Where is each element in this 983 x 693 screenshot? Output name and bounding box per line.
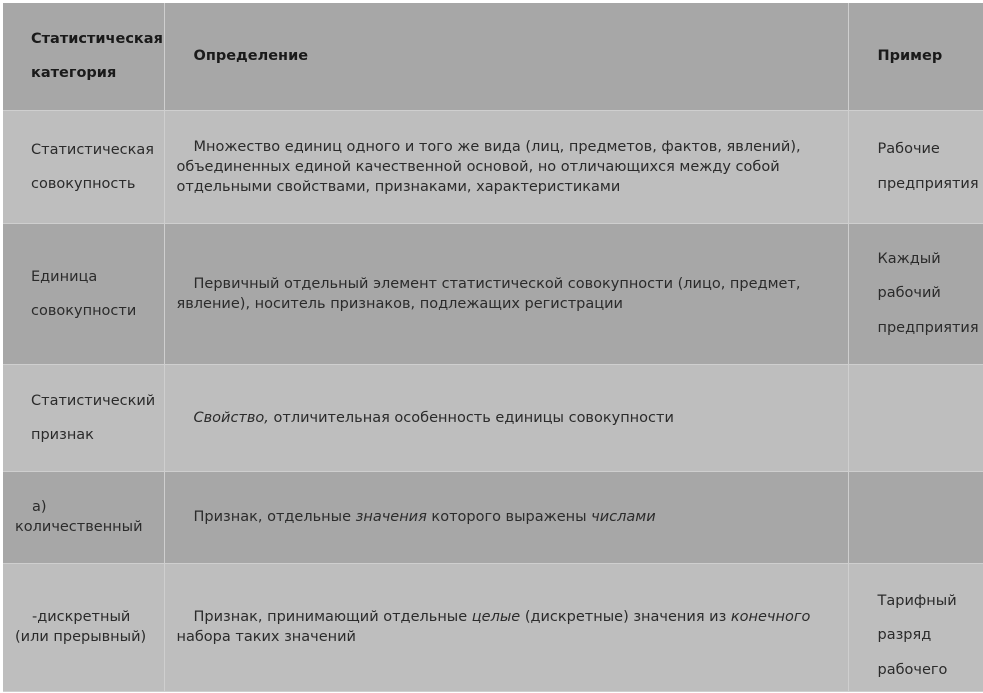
- example-cell: [848, 471, 983, 563]
- category-cell: [3, 364, 164, 471]
- definition-emphasis: значения: [355, 509, 427, 525]
- row-example: Тарифный разряд рабочего: [877, 592, 957, 678]
- definition-cell: [164, 563, 848, 691]
- row-definition: [165, 507, 848, 527]
- row-example: Каждый рабочий предприятия: [877, 250, 979, 336]
- definition-text: Множество единиц одного и того же вида (лиц, предметов, фактов, явлений), объединенных единой качественной основой, но отличающихся между собой отдельными свойствами, признаками, характеристиками: [176, 138, 801, 195]
- row-category: Статистический признак: [31, 392, 156, 443]
- example-cell: [848, 563, 983, 691]
- header-category: Статистическая категория: [31, 31, 163, 82]
- table-header-row: [3, 3, 983, 110]
- row-category: а) количественный: [15, 499, 143, 535]
- definition-text: которого выражены: [426, 509, 592, 525]
- statistics-categories-table: [3, 3, 983, 692]
- header-example-cell: [848, 3, 983, 110]
- row-category: Единица совокупности: [31, 268, 137, 319]
- row-definition: [165, 408, 848, 428]
- definition-cell: [164, 364, 848, 471]
- definition-cell: [164, 223, 848, 364]
- header-category-cell: [3, 3, 164, 110]
- category-cell: [3, 471, 164, 563]
- category-cell: [3, 563, 164, 691]
- table-row: [3, 110, 983, 223]
- definition-text: Первичный отдельный элемент статистической совокупности (лицо, предмет, явление), носитель признаков, подлежащих регистрации: [176, 275, 801, 312]
- definition-emphasis: конечного: [730, 609, 811, 625]
- category-cell: [3, 110, 164, 223]
- header-definition: Определение: [193, 48, 309, 65]
- table-row: [3, 364, 983, 471]
- definition-text: Признак, отдельные: [193, 509, 356, 525]
- row-definition: [165, 137, 848, 197]
- example-cell: [848, 110, 983, 223]
- table-row: [3, 223, 983, 364]
- definition-text: Признак, принимающий отдельные: [193, 609, 472, 625]
- definition-emphasis: числами: [591, 509, 656, 525]
- definition-text: отличительная особенность единицы совокупности: [268, 409, 674, 426]
- definition-emphasis: целые: [471, 609, 521, 625]
- definition-cell: [164, 110, 848, 223]
- example-cell: [848, 364, 983, 471]
- table-row: [3, 563, 983, 691]
- header-definition-cell: [164, 3, 848, 110]
- row-category: Статистическая совокупность: [31, 141, 154, 192]
- definition-text: набора таких значений: [176, 629, 356, 645]
- category-cell: [3, 223, 164, 364]
- row-category: -дискретный (или прерывный): [15, 609, 147, 645]
- definition-emphasis: Свойство,: [193, 409, 269, 426]
- definition-cell: [164, 471, 848, 563]
- table-row: [3, 471, 983, 563]
- row-definition: [165, 607, 848, 647]
- row-example: Рабочие предприятия: [877, 141, 979, 192]
- row-definition: [165, 274, 848, 314]
- header-example: Пример: [877, 48, 943, 64]
- example-cell: [848, 223, 983, 364]
- definition-text: (дискретные) значения из: [520, 609, 731, 625]
